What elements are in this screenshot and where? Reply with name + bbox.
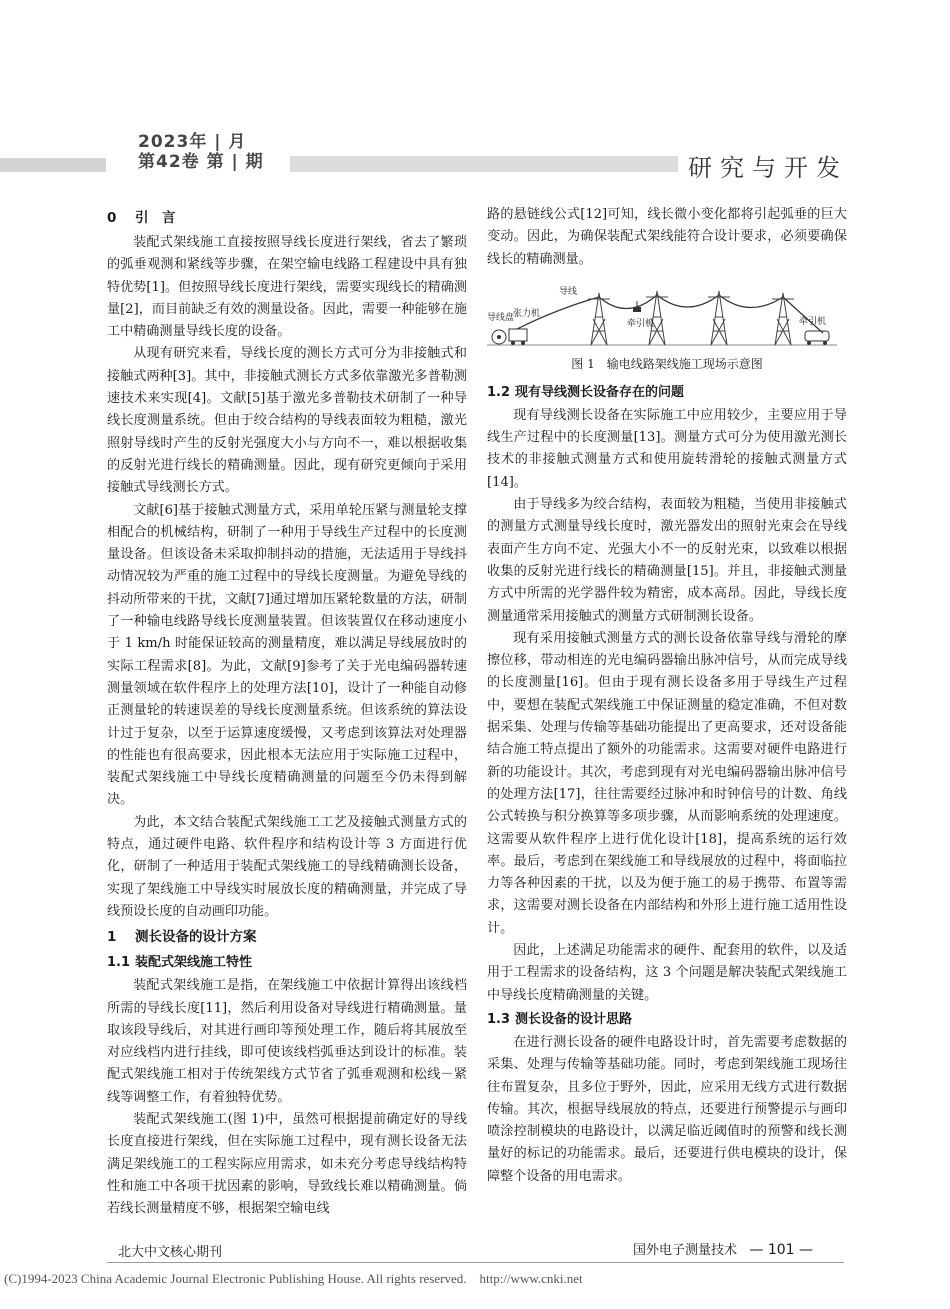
subsection-heading-1-3: 1.3 测长设备的设计思路 <box>487 1011 633 1027</box>
puller-label: 牵引机 <box>799 316 827 327</box>
copyright-notice: (C)1994-2023 China Academic Journal Electronic Publishing House. All rights reserved. http://www.cnki.net <box>4 1271 583 1286</box>
paragraph: 装配式架线施工(图 1)中，虽然可根据提前确定好的导线长度直接进行架线，但在实际施工过程中，现有测长设备无法满足架线施工的工程实际应用需求，如未充分考虑导线结构特性和施工中各项干扰因素的影响，导致线长难以精确测量。倘若线长测量精度不够，根据架空输电线 <box>107 1111 467 1217</box>
header-bar-middle <box>290 156 678 172</box>
conductor-label: 导线 <box>559 286 578 297</box>
tensioner-label: 张力机 <box>513 308 541 319</box>
subsection-heading-1-2: 1.2 现有导线测长设备存在的问题 <box>487 384 685 400</box>
right-column <box>487 204 847 1188</box>
header-bar-left <box>0 158 106 172</box>
section-heading-1: 1 测长设备的设计方案 <box>107 929 257 946</box>
paragraph: 从现有研究来看，导线长度的测长方式可分为非接触式和接触式两种[3]。其中，非接触式测长方式多依靠激光多普勒测速技术来实现[4]。文献[5]基于激光多普勒技术研制了一种导线长度测量系统。但由于绞合结构的导线表面较为粗糙，激光照射导线时产生的反射光强度大小与方向不一，难以根据收集的反射光进行线长的精确测量。因此，现有研究更倾向于采用接触式导线测长方式。 <box>107 346 467 496</box>
issue-info <box>138 132 288 172</box>
paragraph: 现有采用接触式测量方式的测长设备依靠导线与滑轮的摩擦位移，带动相连的光电编码器输出脉冲信号，从而完成导线的长度测量[16]。但由于现有测长设备多用于导线生产过程中，要想在装配式架线施工中保证测量的稳定准确，不但对数据采集、处理与传输等基础功能提出了更高要求，还对设备能结合施工特点提出了额外的功能需求。这需要对硬件电路进行新的功能设计。其次，考虑到现有对光电编码器输出脉冲信号的处理方法[17]，往往需要经过脉冲和时钟信号的计数、角线公式转换与积分换算等多项步骤，从而影响系统的处理速度。这需要从软件程序上进行优化设计[18]，提高系统的运行效率。最后，考虑到在架线施工和导线展放的过程中，将面临拉力等各种因素的干扰，以及为便于施工的易于携带、布置等需求，这需要对测长设备在内部结构和外形上进行施工适用性设计。 <box>487 630 847 936</box>
issue-volume: 第42卷 第 | 期 <box>138 152 264 172</box>
paragraph: 文献[6]基于接触式测量方式，采用单轮压紧与测量轮支撑相配合的机械结构，研制了一种用于导线生产过程中的长度测量设备。但该设备未采取抑制抖动的措施，无法适用于导线抖动情况较为严重的施工过程中的导线长度测量。为避免导线的抖动所带来的干扰，文献[7]通过增加压紧轮数量的方法，研制了一种输电线路导线长度测量装置。但该装置仅在移动速度小于 1 km/h 时能保证较高的测量精度，难以满足导线展放时的实际工程需求[8]。为此，文献[9]参考了关于光电编码器转速测量领域在软件程序上的处理方法[10]，设计了一种能自动修正测量轮的转速误差的导线长度测量系统。但该系统的算法设计过于复杂，以至于运算速度缓慢，又考虑到该算法对处理器的性能也有很高要求，因此根本无法应用于实际施工过程中，装配式架线施工中导线长度精确测量的问题至今仍未得到解决。 <box>107 502 467 808</box>
paragraph: 由于导线多为绞合结构，表面较为粗糙，当使用非接触式的测量方式测量导线长度时，激光器发出的照射光束会在导线表面产生方向不定、光强大小不一的反射光束，以致难以根据收集的反射光进行线长的精确测量[15]。并且，非接触式测量方式中所需的光学器件较为精密，成本高昂。因此，导线长度测量通常采用接触式的测量方式研制测长设备。 <box>487 497 847 624</box>
issue-date: 2023年 | 月 <box>138 132 247 152</box>
paragraph: 为此，本文结合装配式架线施工工艺及接触式测量方式的特点，通过硬件电路、软件程序和结构设计等 3 方面进行优化，研制了一种适用于装配式架线施工的导线精确测长设备，实现了架线施工中导线实时展放长度的精确测量，并完成了导线预设长度的自动画印功能。 <box>107 814 467 919</box>
section-heading-0: 0 引 言 <box>107 210 176 226</box>
page-number: — 101 — <box>749 1242 814 1258</box>
reel-label: 导线盘 <box>487 312 515 323</box>
journal-name: 国外电子测量技术 <box>633 1243 738 1258</box>
journal-footer <box>633 1239 813 1258</box>
section-title: 研究与开发 <box>688 154 848 182</box>
paragraph: 在进行测长设备的硬件电路设计时，首先需要考虑数据的采集、处理与传输等基础功能。同时，考虑到架线施工现场往往布置复杂，且多位于野外，因此，应采用无线方式进行数据传输。其次，根据导线展放的特点，还要进行预警提示与画印喷涂控制模块的电路设计，以满足临近阈值时的预警和线长测量好的标记的功能需求。最后，还要进行供电模块的设计，保障整个设备的用电需求。 <box>487 1034 847 1184</box>
subsection-heading-1-1: 1.1 装配式架线施工特性 <box>107 955 253 971</box>
plate-label: 牵引板 <box>627 318 655 329</box>
paragraph: 现有导线测长设备在实际施工中应用较少，主要应用于导线生产过程中的长度测量[13]。测量方式可分为使用激光测长技术的非接触式测量方式和使用旋转滑轮的接触式测量方式[14]。 <box>487 407 847 490</box>
paragraph: 装配式架线施工是指，在架线施工中依据计算得出该线档所需的导线长度[11]，然后利用设备对导线进行精确测量。量取该段导线后，对其进行画印等预处理工作，随后将其展放至对应线档内进行挂线，即可使该线档弧垂达到设计的标准。装配式架线施工相对于传统架线方式节省了弧垂观测和松线－紧线等调整工作，有着独特优势。 <box>107 978 467 1105</box>
left-column <box>107 204 467 1220</box>
figure-1 <box>487 279 847 351</box>
footer-rule <box>107 1262 844 1263</box>
journal-index-label: 北大中文核心期刊 <box>118 1245 223 1260</box>
transmission-line-diagram <box>487 279 847 351</box>
paragraph: 路的悬链线公式[12]可知，线长微小变化都将引起弧垂的巨大变动。因此，为确保装配式架线能符合设计要求，必须要确保线长的精确测量。 <box>487 207 847 267</box>
paragraph: 装配式架线施工直接按照导线长度进行架线，省去了繁琐的弧垂观测和紧线等步骤，在架空输电线路工程建设中具有独特优势[1]。但按照导线长度进行架线，需要实现线长的精确测量[2]，而目前缺乏有效的测量设备。因此，需要一种能够在施工中精确测量导线长度的设备。 <box>107 235 467 340</box>
figure-caption: 图 1 输电线路架线施工现场示意图 <box>571 356 763 371</box>
paragraph: 因此，上述满足功能需求的硬件、配套用的软件，以及适用于工程需求的设备结构，这 3 个问题是解决装配式架线施工中导线长度精确测量的关键。 <box>487 943 847 1003</box>
